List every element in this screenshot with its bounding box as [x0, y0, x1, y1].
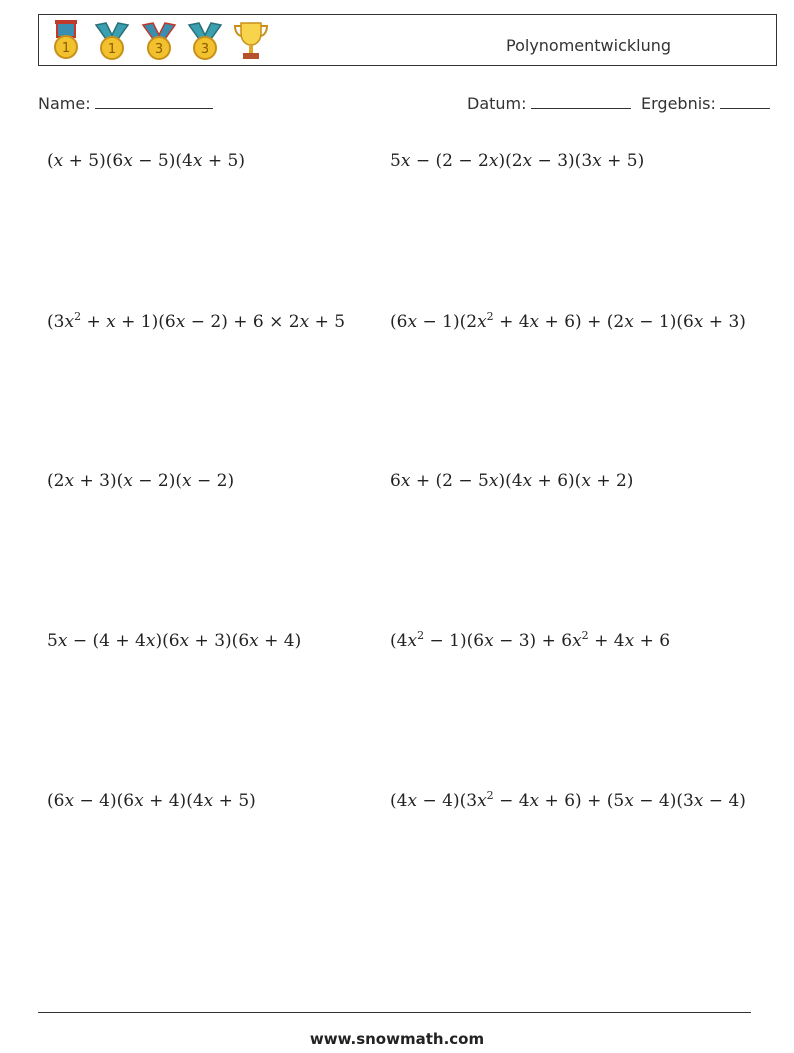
medal-1-icon: [47, 19, 87, 63]
problem-7: 5x − (4 + 4x)(6x + 3)(6x + 4): [47, 631, 302, 651]
name-blank[interactable]: [95, 93, 213, 109]
problem-1: (x + 5)(6x − 5)(4x + 5): [47, 151, 245, 171]
worksheet-title: Polynomentwicklung: [506, 36, 672, 55]
svg-text:3: 3: [200, 42, 210, 57]
svg-text:1: 1: [107, 42, 117, 57]
result-label: Ergebnis:: [641, 94, 716, 113]
svg-text:1: 1: [61, 41, 71, 56]
footer-url[interactable]: www.snowmath.com: [309, 1030, 485, 1048]
problem-3: $(3x^2 + x + 1)(6x - 2) + 6 \times 2x + 5$: [47, 310, 346, 332]
problem-5: (2x + 3)(x − 2)(x − 2): [47, 471, 235, 491]
result-blank[interactable]: [720, 93, 770, 109]
problem-4: $(6x - 1)(2x^2 + 4x + 6) + (2x - 1)(6x + 3)$: [390, 310, 746, 332]
header-box: [38, 14, 777, 66]
name-label: Name:: [38, 94, 91, 113]
svg-text:3: 3: [154, 42, 164, 57]
problem-2: 5x − (2 − 2x)(2x − 3)(3x + 5): [390, 151, 645, 171]
date-blank[interactable]: [531, 93, 631, 109]
problem-10: $(4x - 4)(3x^2 - 4x + 6) + (5x - 4)(3x - 4)$: [390, 789, 746, 811]
result-field: [641, 93, 770, 113]
date-field: [467, 93, 631, 113]
medal-3-icon: [139, 19, 179, 63]
footer-divider: [38, 1012, 751, 1013]
name-field: [38, 93, 213, 113]
problem-6: 6x + (2 − 5x)(4x + 6)(x + 2): [390, 471, 634, 491]
date-label: Datum:: [467, 94, 527, 113]
trophy-icon: [231, 19, 271, 63]
problem-9: (6x − 4)(6x + 4)(4x + 5): [47, 791, 256, 811]
medal-3-icon: [185, 19, 225, 63]
problem-8: $(4x^2 - 1)(6x - 3) + 6x^2 + 4x + 6$: [390, 629, 671, 651]
medal-1-icon: [92, 19, 132, 63]
